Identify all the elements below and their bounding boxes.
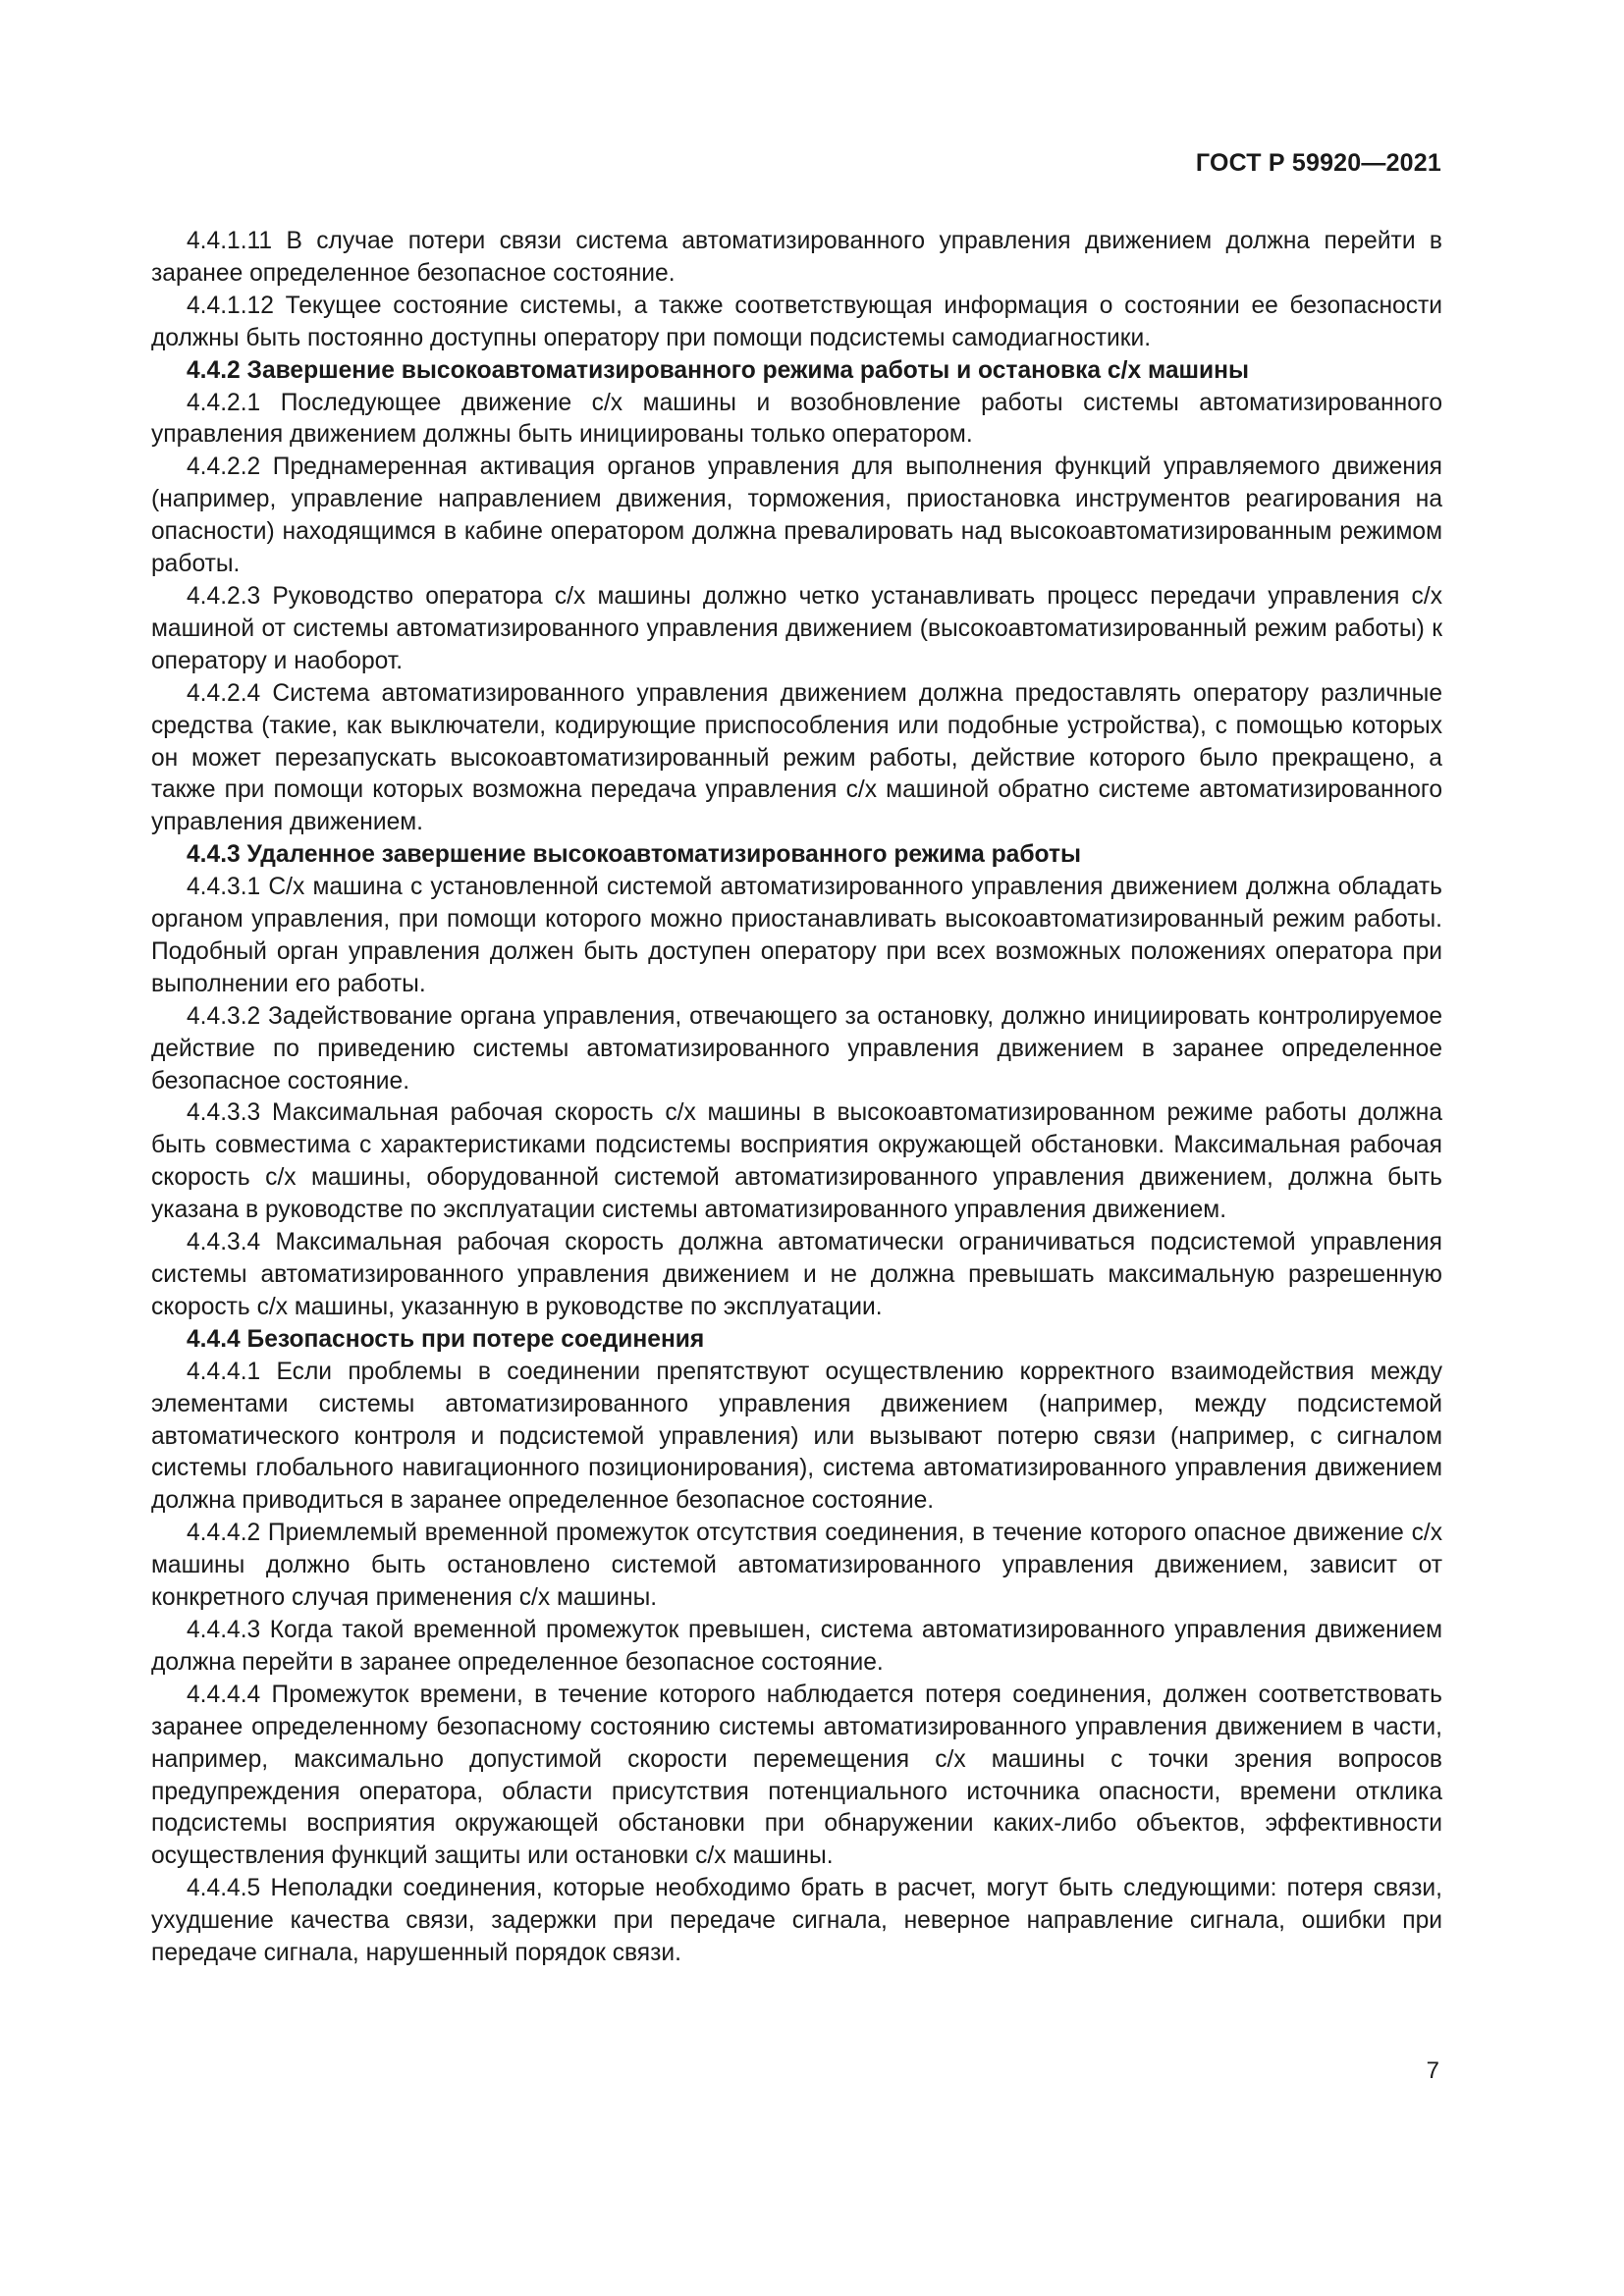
clause-4-4-3-4: 4.4.3.4 Максимальная рабочая скорость должна автоматически ограничиваться подсистемой управления системы автоматизированного управления движением и не должна превышать максимальную разрешенную скорость с/х машины, указанную в руководстве по эксплуатации. — [151, 1229, 1442, 1320]
clause-4-4-4-5: 4.4.4.5 Неполадки соединения, которые необходимо брать в расчет, могут быть следующими: потеря связи, ухудшение качества связи, задержки при передаче сигнала, неверное направление сигнала, ошибки при передаче сигнала, нарушенный порядок связи. — [151, 1875, 1442, 1967]
clause-4-4-3-3: 4.4.3.3 Максимальная рабочая скорость с/х машины в высокоавтоматизированном режиме работы должна быть совместима с характеристиками подсистемы восприятия окружающей обстановки. Максимальная рабочая скорость с/х машины, оборудованной системой автоматизированного управления движением, должна быть указана в руководстве по эксплуатации системы автоматизированного управления движением. — [151, 1099, 1442, 1224]
clause-4-4-3-1: 4.4.3.1 С/х машина с установленной системой автоматизированного управления движением должна обладать органом управления, при помощи которого можно приостанавливать высокоавтоматизированный режим работы. Подобный орган управления должен быть доступен оператору при всех возможных положениях оператора при выполнении его работы. — [151, 874, 1442, 997]
standard-designation: ГОСТ Р 59920—2021 — [1195, 149, 1441, 177]
clause-4-4-4-1: 4.4.4.1 Если проблемы в соединении препятствуют осуществлению корректного взаимодействия между элементами системы автоматизированного управления движением (например, между подсистемой автоматического контроля и подсистемой управления) или вызывают потерю связи (например, с сигналом системы глобального навигационного позиционирования), система автоматизированного управления движением должна приводиться в заранее определенное безопасное состояние. — [151, 1358, 1442, 1515]
clause-4-4-4-2: 4.4.4.2 Приемлемый временной промежуток отсутствия соединения, в течение которого опасное движение с/х машины должно быть остановлено системой автоматизированного управления движением, зависит от конкретного случая применения с/х машины. — [151, 1520, 1442, 1612]
clause-4-4-2-1: 4.4.2.1 Последующее движение с/х машины и возобновление работы системы автоматизированного управления движением должны быть инициированы только оператором. — [151, 389, 1442, 449]
section-heading-4-4-2: 4.4.2 Завершение высокоавтоматизированного режима работы и остановка с/х машины — [187, 356, 1249, 384]
section-heading-4-4-4: 4.4.4 Безопасность при потере соединения — [187, 1325, 705, 1353]
clause-4-4-2-3: 4.4.2.3 Руководство оператора с/х машины должно четко устанавливать процесс передачи управления с/х машиной от системы автоматизированного управления движением (высокоавтоматизированный режим работы) к оператору и наоборот. — [151, 582, 1442, 674]
section-heading-4-4-3: 4.4.3 Удаленное завершение высокоавтоматизированного режима работы — [187, 841, 1081, 869]
clause-4-4-3-2: 4.4.3.2 Задействование органа управления, отвечающего за остановку, должно инициировать контролируемое действие по приведению системы автоматизированного управления движением в заранее определенное безопасное состояние. — [151, 1002, 1442, 1095]
page-number: 7 — [1426, 2057, 1439, 2084]
clause-4-4-2-4: 4.4.2.4 Система автоматизированного управления движением должна предоставлять оператору различные средства (такие, как выключатели, кодирующие приспособления или подобные устройства), с помощью которых он может перезапускать высокоавтоматизированный режим работы, действие которого было прекращено, а также при помощи которых возможна передача управления с/х машиной обратно системе автоматизированного управления движением. — [151, 679, 1442, 836]
clause-4-4-1-12: 4.4.1.12 Текущее состояние системы, а также соответствующая информация о состоянии ее безопасности должны быть постоянно доступны оператору при помощи подсистемы самодиагностики. — [151, 292, 1442, 351]
clause-4-4-2-2: 4.4.2.2 Преднамеренная активация органов управления для выполнения функций управляемого движения (например, управление направлением движения, торможения, приостановка инструментов реагирования на опасности) находящимся в кабине оператором должна превалировать над высокоавтоматизированным режимом работы. — [151, 454, 1442, 578]
clause-4-4-4-4: 4.4.4.4 Промежуток времени, в течение которого наблюдается потеря соединения, должен соответствовать заранее определенному безопасному состоянию системы автоматизированного управления движением в части, например, максимально допустимой скорости перемещения с/х машины с точки зрения вопросов предупреждения оператора, области присутствия потенциального источника опасности, времени отклика подсистемы восприятия окружающей обстановки при обнаружении каких-либо объектов, эффективности осуществления функций защиты или остановки с/х машины. — [151, 1681, 1442, 1870]
document-body — [151, 226, 1442, 1970]
clause-4-4-4-3: 4.4.4.3 Когда такой временной промежуток превышен, система автоматизированного управления движением должна перейти в заранее определенное безопасное состояние. — [151, 1616, 1442, 1676]
clause-4-4-1-11: 4.4.1.11 В случае потери связи система автоматизированного управления движением должна перейти в заранее определенное безопасное состояние. — [151, 228, 1442, 287]
